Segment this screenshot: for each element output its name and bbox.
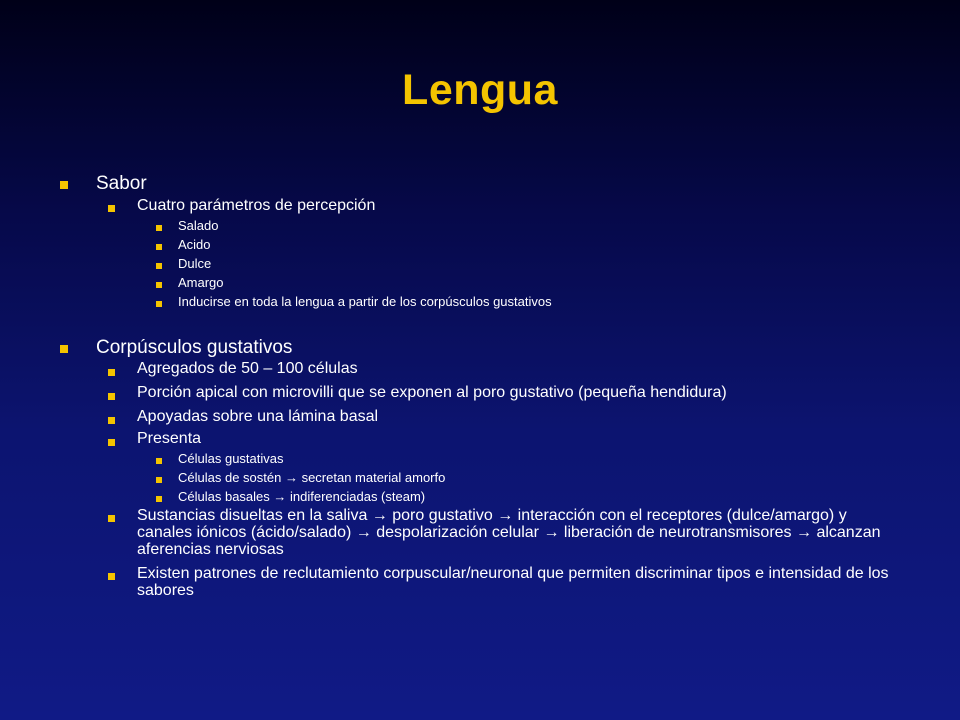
bullet-icon — [156, 301, 162, 307]
bullet-icon — [60, 345, 68, 353]
list-item: Células de sostén → secretan material amorfo — [178, 470, 446, 485]
list-item: Acido — [178, 237, 211, 252]
heading-corpusculos: Corpúsculos gustativos — [96, 337, 293, 358]
list-item: Porción apical con microvilli que se exponen al poro gustativo (pequeña hendidura) — [137, 384, 727, 401]
list-item: Amargo — [178, 275, 224, 290]
list-item: Salado — [178, 218, 219, 233]
list-item: Presenta — [137, 430, 202, 447]
bullet-icon — [156, 282, 162, 288]
bullet-icon — [108, 515, 115, 522]
list-item: Dulce — [178, 256, 212, 271]
bullet-icon — [156, 496, 162, 502]
bullet-icon — [156, 458, 162, 464]
bullet-icon — [156, 263, 162, 269]
bullet-icon — [156, 244, 162, 250]
bullet-icon — [60, 181, 68, 189]
heading-sabor: Sabor — [96, 173, 147, 194]
bullet-icon — [108, 369, 115, 376]
bullet-icon — [108, 393, 115, 400]
bullet-icon — [108, 573, 115, 580]
list-item: Células basales → indiferenciadas (steam) — [178, 489, 426, 504]
list-item: Agregados de 50 – 100 células — [137, 360, 358, 377]
slide-title: Lengua — [402, 66, 558, 114]
list-item: Sustancias disueltas en la saliva → poro gustativo → interacción con el receptores (dulce/amargo) y canales iónicos (ácido/salado) → despolarización celular → liberación de neurotransmisores → alcanzan aferencias nerviosas — [137, 507, 881, 558]
bullet-icon — [156, 225, 162, 231]
list-item: Existen patrones de reclutamiento corpuscular/neuronal que permiten discriminar tipos e intensidad de los sabores — [137, 565, 889, 599]
bullet-icon — [108, 205, 115, 212]
bullet-icon — [108, 439, 115, 446]
list-item: Inducirse en toda la lengua a partir de los corpúsculos gustativos — [178, 294, 552, 309]
bullet-icon — [156, 477, 162, 483]
list-item: Células gustativas — [178, 451, 284, 466]
bullet-icon — [108, 417, 115, 424]
list-item: Apoyadas sobre una lámina basal — [137, 408, 379, 425]
sabor-subheading: Cuatro parámetros de percepción — [137, 197, 376, 214]
